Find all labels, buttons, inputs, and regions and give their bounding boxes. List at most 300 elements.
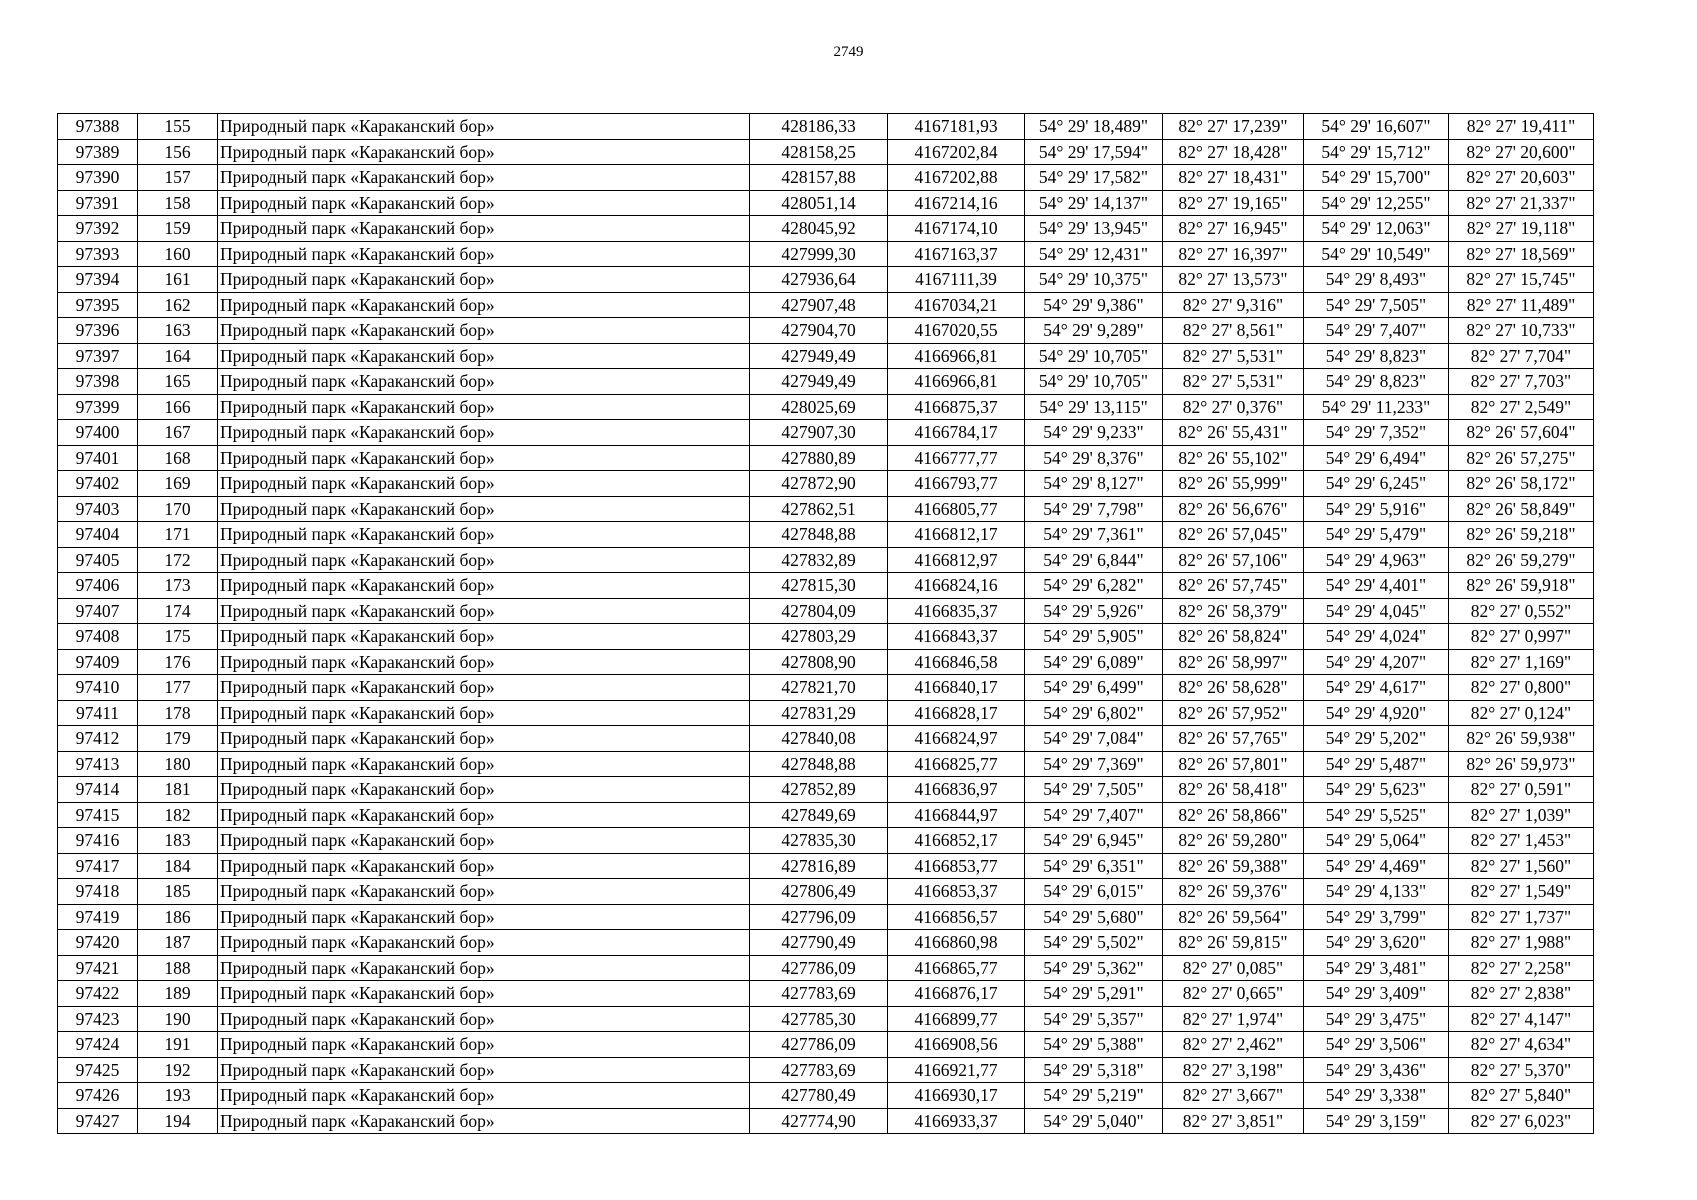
- latitude-1-cell: 54° 29' 12,431": [1025, 241, 1163, 267]
- longitude-1-cell: 82° 27' 8,561": [1163, 318, 1304, 344]
- row-id-cell: 97402: [58, 471, 138, 497]
- latitude-1-cell: 54° 29' 6,015": [1025, 879, 1163, 905]
- coord-y-cell: 4166777,77: [888, 445, 1025, 471]
- longitude-2-cell: 82° 27' 15,745": [1449, 267, 1594, 293]
- row-id-cell: 97424: [58, 1032, 138, 1058]
- latitude-1-cell: 54° 29' 5,680": [1025, 904, 1163, 930]
- table-row: [58, 318, 1594, 344]
- longitude-1-cell: 82° 27' 19,165": [1163, 190, 1304, 216]
- object-name-cell: Природный парк «Караканский бор»: [218, 751, 750, 777]
- latitude-2-cell: 54° 29' 4,401": [1304, 573, 1449, 599]
- point-number-cell: 187: [138, 930, 218, 956]
- point-number-cell: 182: [138, 802, 218, 828]
- coord-x-cell: 427872,90: [750, 471, 888, 497]
- object-name-cell: Природный парк «Караканский бор»: [218, 1006, 750, 1032]
- longitude-2-cell: 82° 27' 1,453": [1449, 828, 1594, 854]
- row-id-cell: 97394: [58, 267, 138, 293]
- longitude-2-cell: 82° 27' 19,118": [1449, 216, 1594, 242]
- coord-x-cell: 428045,92: [750, 216, 888, 242]
- point-number-cell: 185: [138, 879, 218, 905]
- table-row: [58, 343, 1594, 369]
- longitude-2-cell: 82° 27' 7,704": [1449, 343, 1594, 369]
- row-id-cell: 97388: [58, 114, 138, 140]
- latitude-2-cell: 54° 29' 5,479": [1304, 522, 1449, 548]
- point-number-cell: 179: [138, 726, 218, 752]
- latitude-1-cell: 54° 29' 6,499": [1025, 675, 1163, 701]
- table-row: [58, 904, 1594, 930]
- object-name-cell: Природный парк «Караканский бор»: [218, 547, 750, 573]
- row-id-cell: 97400: [58, 420, 138, 446]
- longitude-1-cell: 82° 26' 58,628": [1163, 675, 1304, 701]
- object-name-cell: Природный парк «Караканский бор»: [218, 420, 750, 446]
- latitude-2-cell: 54° 29' 7,407": [1304, 318, 1449, 344]
- coord-x-cell: 427907,30: [750, 420, 888, 446]
- coord-y-cell: 4166899,77: [888, 1006, 1025, 1032]
- coord-y-cell: 4166836,97: [888, 777, 1025, 803]
- point-number-cell: 176: [138, 649, 218, 675]
- latitude-2-cell: 54° 29' 3,409": [1304, 981, 1449, 1007]
- longitude-2-cell: 82° 27' 1,549": [1449, 879, 1594, 905]
- longitude-2-cell: 82° 27' 1,169": [1449, 649, 1594, 675]
- latitude-2-cell: 54° 29' 4,469": [1304, 853, 1449, 879]
- row-id-cell: 97395: [58, 292, 138, 318]
- latitude-1-cell: 54° 29' 10,375": [1025, 267, 1163, 293]
- point-number-cell: 155: [138, 114, 218, 140]
- row-id-cell: 97407: [58, 598, 138, 624]
- coord-x-cell: 428158,25: [750, 139, 888, 165]
- longitude-2-cell: 82° 26' 57,275": [1449, 445, 1594, 471]
- longitude-1-cell: 82° 27' 3,851": [1163, 1108, 1304, 1134]
- row-id-cell: 97425: [58, 1057, 138, 1083]
- point-number-cell: 174: [138, 598, 218, 624]
- point-number-cell: 170: [138, 496, 218, 522]
- coord-x-cell: 427780,49: [750, 1083, 888, 1109]
- longitude-1-cell: 82° 26' 57,106": [1163, 547, 1304, 573]
- latitude-2-cell: 54° 29' 8,823": [1304, 343, 1449, 369]
- latitude-2-cell: 54° 29' 3,338": [1304, 1083, 1449, 1109]
- coord-y-cell: 4167202,88: [888, 165, 1025, 191]
- latitude-2-cell: 54° 29' 5,525": [1304, 802, 1449, 828]
- latitude-2-cell: 54° 29' 4,024": [1304, 624, 1449, 650]
- latitude-2-cell: 54° 29' 7,505": [1304, 292, 1449, 318]
- longitude-2-cell: 82° 27' 0,124": [1449, 700, 1594, 726]
- latitude-1-cell: 54° 29' 9,233": [1025, 420, 1163, 446]
- latitude-1-cell: 54° 29' 8,376": [1025, 445, 1163, 471]
- coord-x-cell: 427774,90: [750, 1108, 888, 1134]
- table-row: [58, 216, 1594, 242]
- row-id-cell: 97403: [58, 496, 138, 522]
- longitude-1-cell: 82° 26' 56,676": [1163, 496, 1304, 522]
- latitude-1-cell: 54° 29' 6,802": [1025, 700, 1163, 726]
- point-number-cell: 190: [138, 1006, 218, 1032]
- longitude-1-cell: 82° 27' 1,974": [1163, 1006, 1304, 1032]
- coord-x-cell: 427907,48: [750, 292, 888, 318]
- latitude-2-cell: 54° 29' 6,245": [1304, 471, 1449, 497]
- object-name-cell: Природный парк «Караканский бор»: [218, 165, 750, 191]
- table-row: [58, 573, 1594, 599]
- object-name-cell: Природный парк «Караканский бор»: [218, 675, 750, 701]
- row-id-cell: 97416: [58, 828, 138, 854]
- longitude-1-cell: 82° 26' 57,952": [1163, 700, 1304, 726]
- latitude-2-cell: 54° 29' 7,352": [1304, 420, 1449, 446]
- latitude-1-cell: 54° 29' 5,362": [1025, 955, 1163, 981]
- table-row: [58, 547, 1594, 573]
- point-number-cell: 171: [138, 522, 218, 548]
- row-id-cell: 97412: [58, 726, 138, 752]
- coord-x-cell: 427862,51: [750, 496, 888, 522]
- longitude-1-cell: 82° 26' 58,418": [1163, 777, 1304, 803]
- longitude-2-cell: 82° 27' 11,489": [1449, 292, 1594, 318]
- longitude-1-cell: 82° 27' 5,531": [1163, 369, 1304, 395]
- longitude-2-cell: 82° 27' 4,147": [1449, 1006, 1594, 1032]
- coord-y-cell: 4166784,17: [888, 420, 1025, 446]
- point-number-cell: 167: [138, 420, 218, 446]
- point-number-cell: 188: [138, 955, 218, 981]
- point-number-cell: 161: [138, 267, 218, 293]
- table-row: [58, 1057, 1594, 1083]
- point-number-cell: 194: [138, 1108, 218, 1134]
- row-id-cell: 97426: [58, 1083, 138, 1109]
- object-name-cell: Природный парк «Караканский бор»: [218, 267, 750, 293]
- object-name-cell: Природный парк «Караканский бор»: [218, 955, 750, 981]
- coord-y-cell: 4166853,37: [888, 879, 1025, 905]
- point-number-cell: 172: [138, 547, 218, 573]
- object-name-cell: Природный парк «Караканский бор»: [218, 1083, 750, 1109]
- longitude-1-cell: 82° 26' 55,999": [1163, 471, 1304, 497]
- object-name-cell: Природный парк «Караканский бор»: [218, 343, 750, 369]
- longitude-1-cell: 82° 26' 59,815": [1163, 930, 1304, 956]
- longitude-1-cell: 82° 27' 18,431": [1163, 165, 1304, 191]
- coord-x-cell: 427949,49: [750, 343, 888, 369]
- latitude-2-cell: 54° 29' 3,506": [1304, 1032, 1449, 1058]
- table-row: [58, 955, 1594, 981]
- coord-x-cell: 427790,49: [750, 930, 888, 956]
- point-number-cell: 181: [138, 777, 218, 803]
- coord-y-cell: 4166930,17: [888, 1083, 1025, 1109]
- point-number-cell: 169: [138, 471, 218, 497]
- longitude-2-cell: 82° 26' 59,279": [1449, 547, 1594, 573]
- coord-y-cell: 4166966,81: [888, 343, 1025, 369]
- table-row: [58, 1006, 1594, 1032]
- coord-x-cell: 427840,08: [750, 726, 888, 752]
- coord-y-cell: 4166825,77: [888, 751, 1025, 777]
- longitude-1-cell: 82° 27' 16,945": [1163, 216, 1304, 242]
- object-name-cell: Природный парк «Караканский бор»: [218, 1108, 750, 1134]
- point-number-cell: 160: [138, 241, 218, 267]
- row-id-cell: 97421: [58, 955, 138, 981]
- latitude-1-cell: 54° 29' 6,351": [1025, 853, 1163, 879]
- coord-y-cell: 4166828,17: [888, 700, 1025, 726]
- coord-x-cell: 428157,88: [750, 165, 888, 191]
- latitude-1-cell: 54° 29' 10,705": [1025, 343, 1163, 369]
- coord-y-cell: 4166933,37: [888, 1108, 1025, 1134]
- latitude-2-cell: 54° 29' 3,620": [1304, 930, 1449, 956]
- coord-x-cell: 427999,30: [750, 241, 888, 267]
- longitude-2-cell: 82° 26' 59,918": [1449, 573, 1594, 599]
- longitude-2-cell: 82° 27' 0,591": [1449, 777, 1594, 803]
- coord-x-cell: 427783,69: [750, 981, 888, 1007]
- longitude-1-cell: 82° 26' 57,801": [1163, 751, 1304, 777]
- table-row: [58, 726, 1594, 752]
- latitude-1-cell: 54° 29' 9,386": [1025, 292, 1163, 318]
- latitude-1-cell: 54° 29' 5,926": [1025, 598, 1163, 624]
- point-number-cell: 193: [138, 1083, 218, 1109]
- object-name-cell: Природный парк «Караканский бор»: [218, 802, 750, 828]
- longitude-2-cell: 82° 27' 5,370": [1449, 1057, 1594, 1083]
- longitude-1-cell: 82° 26' 58,379": [1163, 598, 1304, 624]
- latitude-2-cell: 54° 29' 4,207": [1304, 649, 1449, 675]
- longitude-2-cell: 82° 27' 0,997": [1449, 624, 1594, 650]
- longitude-2-cell: 82° 27' 1,737": [1449, 904, 1594, 930]
- longitude-2-cell: 82° 27' 10,733": [1449, 318, 1594, 344]
- latitude-1-cell: 54° 29' 13,115": [1025, 394, 1163, 420]
- latitude-2-cell: 54° 29' 4,920": [1304, 700, 1449, 726]
- coord-x-cell: 427804,09: [750, 598, 888, 624]
- point-number-cell: 177: [138, 675, 218, 701]
- longitude-1-cell: 82° 26' 57,745": [1163, 573, 1304, 599]
- latitude-2-cell: 54° 29' 8,493": [1304, 267, 1449, 293]
- longitude-2-cell: 82° 27' 0,552": [1449, 598, 1594, 624]
- coord-y-cell: 4166835,37: [888, 598, 1025, 624]
- latitude-1-cell: 54° 29' 6,089": [1025, 649, 1163, 675]
- point-number-cell: 159: [138, 216, 218, 242]
- object-name-cell: Природный парк «Караканский бор»: [218, 241, 750, 267]
- longitude-1-cell: 82° 26' 58,997": [1163, 649, 1304, 675]
- point-number-cell: 186: [138, 904, 218, 930]
- coord-y-cell: 4166876,17: [888, 981, 1025, 1007]
- longitude-1-cell: 82° 27' 13,573": [1163, 267, 1304, 293]
- table-row: [58, 675, 1594, 701]
- row-id-cell: 97413: [58, 751, 138, 777]
- coord-y-cell: 4166812,97: [888, 547, 1025, 573]
- longitude-2-cell: 82° 27' 18,569": [1449, 241, 1594, 267]
- longitude-2-cell: 82° 27' 19,411": [1449, 114, 1594, 140]
- coord-y-cell: 4166824,97: [888, 726, 1025, 752]
- coord-x-cell: 427936,64: [750, 267, 888, 293]
- latitude-1-cell: 54° 29' 5,040": [1025, 1108, 1163, 1134]
- longitude-1-cell: 82° 26' 55,102": [1163, 445, 1304, 471]
- point-number-cell: 180: [138, 751, 218, 777]
- latitude-1-cell: 54° 29' 14,137": [1025, 190, 1163, 216]
- latitude-1-cell: 54° 29' 7,361": [1025, 522, 1163, 548]
- latitude-2-cell: 54° 29' 3,481": [1304, 955, 1449, 981]
- table-row: [58, 471, 1594, 497]
- latitude-1-cell: 54° 29' 7,407": [1025, 802, 1163, 828]
- point-number-cell: 165: [138, 369, 218, 395]
- coord-y-cell: 4167202,84: [888, 139, 1025, 165]
- row-id-cell: 97401: [58, 445, 138, 471]
- coord-y-cell: 4166860,98: [888, 930, 1025, 956]
- latitude-2-cell: 54° 29' 16,607": [1304, 114, 1449, 140]
- coord-x-cell: 427808,90: [750, 649, 888, 675]
- point-number-cell: 178: [138, 700, 218, 726]
- table-row: [58, 751, 1594, 777]
- latitude-2-cell: 54° 29' 12,063": [1304, 216, 1449, 242]
- latitude-1-cell: 54° 29' 17,582": [1025, 165, 1163, 191]
- longitude-1-cell: 82° 26' 59,280": [1163, 828, 1304, 854]
- coord-x-cell: 427849,69: [750, 802, 888, 828]
- latitude-2-cell: 54° 29' 4,617": [1304, 675, 1449, 701]
- coord-y-cell: 4166966,81: [888, 369, 1025, 395]
- latitude-1-cell: 54° 29' 7,369": [1025, 751, 1163, 777]
- latitude-1-cell: 54° 29' 7,798": [1025, 496, 1163, 522]
- row-id-cell: 97410: [58, 675, 138, 701]
- object-name-cell: Природный парк «Караканский бор»: [218, 930, 750, 956]
- point-number-cell: 183: [138, 828, 218, 854]
- longitude-2-cell: 82° 27' 1,560": [1449, 853, 1594, 879]
- latitude-2-cell: 54° 29' 5,623": [1304, 777, 1449, 803]
- coord-x-cell: 427904,70: [750, 318, 888, 344]
- table-row: [58, 292, 1594, 318]
- object-name-cell: Природный парк «Караканский бор»: [218, 471, 750, 497]
- latitude-1-cell: 54° 29' 13,945": [1025, 216, 1163, 242]
- table-row: [58, 369, 1594, 395]
- point-number-cell: 166: [138, 394, 218, 420]
- row-id-cell: 97409: [58, 649, 138, 675]
- coord-y-cell: 4166908,56: [888, 1032, 1025, 1058]
- point-number-cell: 175: [138, 624, 218, 650]
- latitude-1-cell: 54° 29' 10,705": [1025, 369, 1163, 395]
- point-number-cell: 164: [138, 343, 218, 369]
- table-row: [58, 1108, 1594, 1134]
- row-id-cell: 97404: [58, 522, 138, 548]
- table-row: [58, 496, 1594, 522]
- table-row: [58, 394, 1594, 420]
- latitude-1-cell: 54° 29' 5,388": [1025, 1032, 1163, 1058]
- point-number-cell: 156: [138, 139, 218, 165]
- object-name-cell: Природный парк «Караканский бор»: [218, 879, 750, 905]
- table-row: [58, 649, 1594, 675]
- longitude-1-cell: 82° 27' 17,239": [1163, 114, 1304, 140]
- row-id-cell: 97398: [58, 369, 138, 395]
- coord-y-cell: 4166921,77: [888, 1057, 1025, 1083]
- table-row: [58, 267, 1594, 293]
- coord-y-cell: 4166846,58: [888, 649, 1025, 675]
- coord-x-cell: 427835,30: [750, 828, 888, 854]
- row-id-cell: 97408: [58, 624, 138, 650]
- row-id-cell: 97406: [58, 573, 138, 599]
- latitude-1-cell: 54° 29' 5,219": [1025, 1083, 1163, 1109]
- longitude-2-cell: 82° 27' 21,337": [1449, 190, 1594, 216]
- latitude-1-cell: 54° 29' 6,945": [1025, 828, 1163, 854]
- latitude-2-cell: 54° 29' 3,475": [1304, 1006, 1449, 1032]
- object-name-cell: Природный парк «Караканский бор»: [218, 139, 750, 165]
- row-id-cell: 97420: [58, 930, 138, 956]
- longitude-2-cell: 82° 27' 2,258": [1449, 955, 1594, 981]
- object-name-cell: Природный парк «Караканский бор»: [218, 522, 750, 548]
- longitude-1-cell: 82° 27' 16,397": [1163, 241, 1304, 267]
- row-id-cell: 97411: [58, 700, 138, 726]
- coord-x-cell: 427806,49: [750, 879, 888, 905]
- row-id-cell: 97415: [58, 802, 138, 828]
- longitude-1-cell: 82° 26' 59,564": [1163, 904, 1304, 930]
- table-row: [58, 777, 1594, 803]
- object-name-cell: Природный парк «Караканский бор»: [218, 216, 750, 242]
- row-id-cell: 97405: [58, 547, 138, 573]
- object-name-cell: Природный парк «Караканский бор»: [218, 853, 750, 879]
- table-row: [58, 930, 1594, 956]
- object-name-cell: Природный парк «Караканский бор»: [218, 190, 750, 216]
- longitude-2-cell: 82° 26' 59,973": [1449, 751, 1594, 777]
- latitude-2-cell: 54° 29' 5,202": [1304, 726, 1449, 752]
- longitude-1-cell: 82° 27' 9,316": [1163, 292, 1304, 318]
- coord-x-cell: 427786,09: [750, 1032, 888, 1058]
- point-number-cell: 191: [138, 1032, 218, 1058]
- coord-x-cell: 427848,88: [750, 522, 888, 548]
- latitude-1-cell: 54° 29' 6,844": [1025, 547, 1163, 573]
- object-name-cell: Природный парк «Караканский бор»: [218, 624, 750, 650]
- latitude-1-cell: 54° 29' 7,084": [1025, 726, 1163, 752]
- row-id-cell: 97414: [58, 777, 138, 803]
- latitude-2-cell: 54° 29' 4,133": [1304, 879, 1449, 905]
- coord-x-cell: 427949,49: [750, 369, 888, 395]
- latitude-2-cell: 54° 29' 5,064": [1304, 828, 1449, 854]
- point-number-cell: 184: [138, 853, 218, 879]
- row-id-cell: 97422: [58, 981, 138, 1007]
- row-id-cell: 97396: [58, 318, 138, 344]
- object-name-cell: Природный парк «Караканский бор»: [218, 445, 750, 471]
- longitude-2-cell: 82° 27' 2,549": [1449, 394, 1594, 420]
- table-row: [58, 1083, 1594, 1109]
- object-name-cell: Природный парк «Караканский бор»: [218, 649, 750, 675]
- object-name-cell: Природный парк «Караканский бор»: [218, 496, 750, 522]
- row-id-cell: 97427: [58, 1108, 138, 1134]
- latitude-2-cell: 54° 29' 8,823": [1304, 369, 1449, 395]
- coord-x-cell: 428051,14: [750, 190, 888, 216]
- row-id-cell: 97391: [58, 190, 138, 216]
- object-name-cell: Природный парк «Караканский бор»: [218, 1032, 750, 1058]
- table-row: [58, 879, 1594, 905]
- coord-x-cell: 428025,69: [750, 394, 888, 420]
- coord-y-cell: 4167163,37: [888, 241, 1025, 267]
- object-name-cell: Природный парк «Караканский бор»: [218, 292, 750, 318]
- table-row: [58, 828, 1594, 854]
- coord-y-cell: 4166844,97: [888, 802, 1025, 828]
- coord-y-cell: 4166853,77: [888, 853, 1025, 879]
- latitude-2-cell: 54° 29' 6,494": [1304, 445, 1449, 471]
- table-row: [58, 522, 1594, 548]
- longitude-1-cell: 82° 26' 55,431": [1163, 420, 1304, 446]
- object-name-cell: Природный парк «Караканский бор»: [218, 114, 750, 140]
- latitude-2-cell: 54° 29' 11,233": [1304, 394, 1449, 420]
- latitude-2-cell: 54° 29' 4,045": [1304, 598, 1449, 624]
- latitude-2-cell: 54° 29' 3,436": [1304, 1057, 1449, 1083]
- row-id-cell: 97418: [58, 879, 138, 905]
- coord-y-cell: 4166824,16: [888, 573, 1025, 599]
- row-id-cell: 97417: [58, 853, 138, 879]
- coord-x-cell: 428186,33: [750, 114, 888, 140]
- coord-y-cell: 4166852,17: [888, 828, 1025, 854]
- longitude-1-cell: 82° 27' 18,428": [1163, 139, 1304, 165]
- coord-y-cell: 4166793,77: [888, 471, 1025, 497]
- row-id-cell: 97397: [58, 343, 138, 369]
- object-name-cell: Природный парк «Караканский бор»: [218, 369, 750, 395]
- point-number-cell: 189: [138, 981, 218, 1007]
- object-name-cell: Природный парк «Караканский бор»: [218, 598, 750, 624]
- latitude-1-cell: 54° 29' 18,489": [1025, 114, 1163, 140]
- longitude-2-cell: 82° 27' 6,023": [1449, 1108, 1594, 1134]
- object-name-cell: Природный парк «Караканский бор»: [218, 981, 750, 1007]
- coord-y-cell: 4167181,93: [888, 114, 1025, 140]
- point-number-cell: 192: [138, 1057, 218, 1083]
- coord-x-cell: 427880,89: [750, 445, 888, 471]
- object-name-cell: Природный парк «Караканский бор»: [218, 1057, 750, 1083]
- object-name-cell: Природный парк «Караканский бор»: [218, 318, 750, 344]
- latitude-2-cell: 54° 29' 15,712": [1304, 139, 1449, 165]
- table-row: [58, 445, 1594, 471]
- row-id-cell: 97423: [58, 1006, 138, 1032]
- coord-x-cell: 427848,88: [750, 751, 888, 777]
